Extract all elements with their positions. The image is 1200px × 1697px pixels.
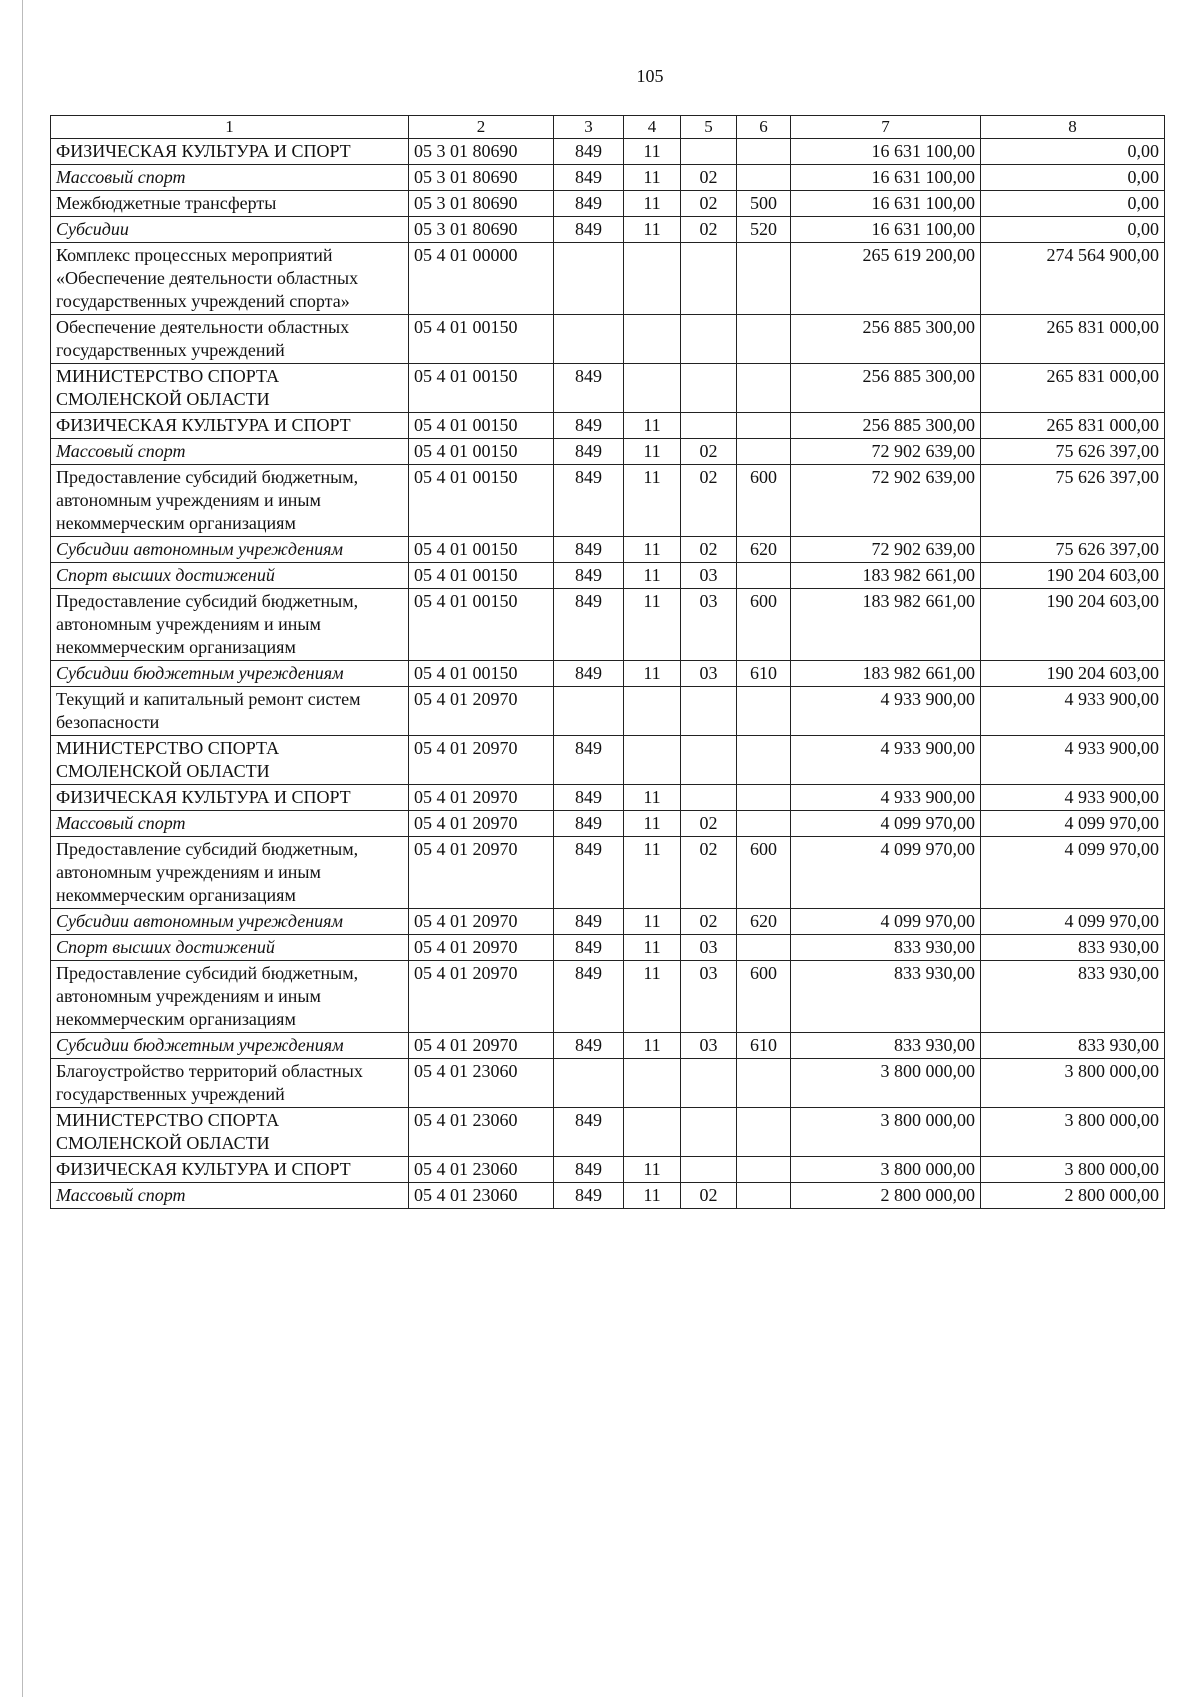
target-article-code: 05 4 01 00150: [409, 661, 554, 687]
subsection-code: 02: [681, 909, 737, 935]
ministry-code: 849: [554, 165, 624, 191]
section-code: 11: [624, 165, 681, 191]
table-row: [51, 1157, 1165, 1183]
line-item-name: Текущий и капитальный ремонт систем безопасности: [51, 687, 409, 736]
table-row: [51, 465, 1165, 537]
amount-year-2: 0,00: [981, 191, 1165, 217]
amount-year-2: 190 204 603,00: [981, 661, 1165, 687]
subsection-code: 02: [681, 465, 737, 537]
column-header: 1: [51, 116, 409, 139]
amount-year-2: 833 930,00: [981, 961, 1165, 1033]
amount-year-2: 3 800 000,00: [981, 1157, 1165, 1183]
amount-year-1: 183 982 661,00: [791, 661, 981, 687]
section-code: 11: [624, 465, 681, 537]
column-header: 3: [554, 116, 624, 139]
line-item-name: Субсидии автономным учреждениям: [51, 909, 409, 935]
page-number: 105: [636, 66, 664, 86]
ministry-code: 849: [554, 785, 624, 811]
section-code: [624, 243, 681, 315]
section-code: [624, 364, 681, 413]
target-article-code: 05 4 01 20970: [409, 935, 554, 961]
section-code: 11: [624, 811, 681, 837]
expense-type-code: [737, 1157, 791, 1183]
target-article-code: 05 4 01 20970: [409, 1033, 554, 1059]
target-article-code: 05 4 01 23060: [409, 1183, 554, 1209]
target-article-code: 05 4 01 00150: [409, 465, 554, 537]
section-code: 11: [624, 785, 681, 811]
table-row: [51, 537, 1165, 563]
amount-year-1: 256 885 300,00: [791, 413, 981, 439]
ministry-code: 849: [554, 413, 624, 439]
line-item-name: Массовый спорт: [51, 811, 409, 837]
amount-year-1: 4 099 970,00: [791, 811, 981, 837]
expense-type-code: [737, 811, 791, 837]
amount-year-1: 4 933 900,00: [791, 785, 981, 811]
target-article-code: 05 4 01 00150: [409, 413, 554, 439]
amount-year-1: 4 099 970,00: [791, 909, 981, 935]
ministry-code: 849: [554, 811, 624, 837]
expense-type-code: 610: [737, 1033, 791, 1059]
expense-type-code: [737, 1108, 791, 1157]
line-item-name: Массовый спорт: [51, 165, 409, 191]
section-code: [624, 315, 681, 364]
table-row: [51, 217, 1165, 243]
section-code: 11: [624, 563, 681, 589]
target-article-code: 05 4 01 20970: [409, 736, 554, 785]
ministry-code: 849: [554, 1157, 624, 1183]
table-row: [51, 165, 1165, 191]
ministry-code: 849: [554, 139, 624, 165]
line-item-name: МИНИСТЕРСТВО СПОРТА СМОЛЕНСКОЙ ОБЛАСТИ: [51, 736, 409, 785]
section-code: 11: [624, 191, 681, 217]
line-item-name: Субсидии бюджетным учреждениям: [51, 661, 409, 687]
amount-year-2: 265 831 000,00: [981, 413, 1165, 439]
section-code: 11: [624, 837, 681, 909]
amount-year-1: 16 631 100,00: [791, 165, 981, 191]
line-item-name: Субсидии бюджетным учреждениям: [51, 1033, 409, 1059]
target-article-code: 05 3 01 80690: [409, 191, 554, 217]
section-code: [624, 1108, 681, 1157]
subsection-code: 03: [681, 589, 737, 661]
line-item-name: ФИЗИЧЕСКАЯ КУЛЬТУРА И СПОРТ: [51, 413, 409, 439]
amount-year-1: 16 631 100,00: [791, 139, 981, 165]
amount-year-2: 3 800 000,00: [981, 1059, 1165, 1108]
amount-year-2: 0,00: [981, 165, 1165, 191]
amount-year-2: 2 800 000,00: [981, 1183, 1165, 1209]
subsection-code: [681, 1157, 737, 1183]
ministry-code: 849: [554, 191, 624, 217]
line-item-name: Массовый спорт: [51, 1183, 409, 1209]
amount-year-2: 833 930,00: [981, 935, 1165, 961]
target-article-code: 05 4 01 00150: [409, 589, 554, 661]
amount-year-2: 265 831 000,00: [981, 364, 1165, 413]
subsection-code: [681, 315, 737, 364]
subsection-code: [681, 243, 737, 315]
table-row: [51, 736, 1165, 785]
section-code: 11: [624, 217, 681, 243]
amount-year-1: 833 930,00: [791, 1033, 981, 1059]
budget-table: [50, 115, 1165, 1209]
line-item-name: ФИЗИЧЕСКАЯ КУЛЬТУРА И СПОРТ: [51, 1157, 409, 1183]
budget-table-body: [51, 139, 1165, 1209]
amount-year-2: 190 204 603,00: [981, 563, 1165, 589]
subsection-code: 02: [681, 837, 737, 909]
column-header: 8: [981, 116, 1165, 139]
expense-type-code: [737, 785, 791, 811]
table-row: [51, 811, 1165, 837]
subsection-code: [681, 785, 737, 811]
amount-year-1: 833 930,00: [791, 961, 981, 1033]
expense-type-code: [737, 736, 791, 785]
subsection-code: [681, 1059, 737, 1108]
ministry-code: 849: [554, 1183, 624, 1209]
section-code: 11: [624, 935, 681, 961]
section-code: 11: [624, 439, 681, 465]
amount-year-1: 833 930,00: [791, 935, 981, 961]
subsection-code: 02: [681, 191, 737, 217]
line-item-name: Предоставление субсидий бюджетным, автономным учреждениям и иным некоммерческим организациям: [51, 837, 409, 909]
target-article-code: 05 4 01 00150: [409, 315, 554, 364]
amount-year-2: 833 930,00: [981, 1033, 1165, 1059]
table-row: [51, 1108, 1165, 1157]
ministry-code: 849: [554, 439, 624, 465]
ministry-code: 849: [554, 1108, 624, 1157]
table-row: [51, 439, 1165, 465]
section-code: [624, 1059, 681, 1108]
amount-year-1: 2 800 000,00: [791, 1183, 981, 1209]
table-row: [51, 413, 1165, 439]
ministry-code: 849: [554, 217, 624, 243]
target-article-code: 05 3 01 80690: [409, 139, 554, 165]
ministry-code: 849: [554, 909, 624, 935]
ministry-code: [554, 243, 624, 315]
subsection-code: 03: [681, 961, 737, 1033]
subsection-code: 03: [681, 1033, 737, 1059]
amount-year-2: 0,00: [981, 139, 1165, 165]
page-edge-rule: [22, 0, 23, 1697]
target-article-code: 05 3 01 80690: [409, 165, 554, 191]
section-code: 11: [624, 589, 681, 661]
expense-type-code: 500: [737, 191, 791, 217]
expense-type-code: [737, 1059, 791, 1108]
table-row: [51, 364, 1165, 413]
column-header: 6: [737, 116, 791, 139]
section-code: 11: [624, 1157, 681, 1183]
table-row: [51, 1033, 1165, 1059]
expense-type-code: 620: [737, 537, 791, 563]
amount-year-2: 4 933 900,00: [981, 785, 1165, 811]
target-article-code: 05 3 01 80690: [409, 217, 554, 243]
subsection-code: [681, 1108, 737, 1157]
column-number-row: [51, 116, 1165, 139]
line-item-name: Спорт высших достижений: [51, 935, 409, 961]
target-article-code: 05 4 01 00150: [409, 439, 554, 465]
table-row: [51, 837, 1165, 909]
section-code: 11: [624, 661, 681, 687]
amount-year-2: 3 800 000,00: [981, 1108, 1165, 1157]
ministry-code: 849: [554, 537, 624, 563]
line-item-name: ФИЗИЧЕСКАЯ КУЛЬТУРА И СПОРТ: [51, 139, 409, 165]
table-row: [51, 243, 1165, 315]
amount-year-2: 4 099 970,00: [981, 811, 1165, 837]
amount-year-2: 75 626 397,00: [981, 439, 1165, 465]
expense-type-code: [737, 165, 791, 191]
subsection-code: 02: [681, 1183, 737, 1209]
table-row: [51, 1183, 1165, 1209]
table-row: [51, 935, 1165, 961]
expense-type-code: [737, 687, 791, 736]
subsection-code: 03: [681, 935, 737, 961]
amount-year-1: 16 631 100,00: [791, 217, 981, 243]
amount-year-2: 75 626 397,00: [981, 465, 1165, 537]
expense-type-code: [737, 364, 791, 413]
expense-type-code: 620: [737, 909, 791, 935]
expense-type-code: [737, 139, 791, 165]
line-item-name: Субсидии: [51, 217, 409, 243]
section-code: 11: [624, 1183, 681, 1209]
amount-year-1: 3 800 000,00: [791, 1108, 981, 1157]
amount-year-1: 72 902 639,00: [791, 465, 981, 537]
expense-type-code: 600: [737, 837, 791, 909]
ministry-code: [554, 687, 624, 736]
subsection-code: [681, 139, 737, 165]
target-article-code: 05 4 01 20970: [409, 837, 554, 909]
section-code: [624, 687, 681, 736]
subsection-code: 03: [681, 563, 737, 589]
amount-year-1: 4 933 900,00: [791, 687, 981, 736]
expense-type-code: [737, 563, 791, 589]
target-article-code: 05 4 01 20970: [409, 687, 554, 736]
amount-year-1: 183 982 661,00: [791, 589, 981, 661]
amount-year-2: 190 204 603,00: [981, 589, 1165, 661]
section-code: 11: [624, 537, 681, 563]
subsection-code: [681, 687, 737, 736]
amount-year-2: 75 626 397,00: [981, 537, 1165, 563]
expense-type-code: [737, 1183, 791, 1209]
line-item-name: Обеспечение деятельности областных государственных учреждений: [51, 315, 409, 364]
column-header: 5: [681, 116, 737, 139]
table-row: [51, 687, 1165, 736]
ministry-code: 849: [554, 364, 624, 413]
ministry-code: [554, 315, 624, 364]
line-item-name: Предоставление субсидий бюджетным, автономным учреждениям и иным некоммерческим организациям: [51, 961, 409, 1033]
subsection-code: 02: [681, 439, 737, 465]
target-article-code: 05 4 01 23060: [409, 1157, 554, 1183]
target-article-code: 05 4 01 00000: [409, 243, 554, 315]
amount-year-2: 4 099 970,00: [981, 909, 1165, 935]
column-header: 2: [409, 116, 554, 139]
ministry-code: 849: [554, 465, 624, 537]
table-row: [51, 785, 1165, 811]
section-code: 11: [624, 139, 681, 165]
expense-type-code: 600: [737, 465, 791, 537]
ministry-code: 849: [554, 935, 624, 961]
subsection-code: [681, 413, 737, 439]
expense-type-code: [737, 935, 791, 961]
table-row: [51, 961, 1165, 1033]
section-code: 11: [624, 1033, 681, 1059]
subsection-code: 03: [681, 661, 737, 687]
ministry-code: 849: [554, 961, 624, 1033]
amount-year-2: 265 831 000,00: [981, 315, 1165, 364]
amount-year-1: 3 800 000,00: [791, 1059, 981, 1108]
ministry-code: 849: [554, 661, 624, 687]
target-article-code: 05 4 01 20970: [409, 785, 554, 811]
amount-year-1: 183 982 661,00: [791, 563, 981, 589]
line-item-name: Комплекс процессных мероприятий «Обеспечение деятельности областных государственных учреждений спорта»: [51, 243, 409, 315]
amount-year-1: 4 099 970,00: [791, 837, 981, 909]
amount-year-2: 4 933 900,00: [981, 736, 1165, 785]
amount-year-1: 16 631 100,00: [791, 191, 981, 217]
line-item-name: Межбюджетные трансферты: [51, 191, 409, 217]
target-article-code: 05 4 01 20970: [409, 811, 554, 837]
amount-year-2: 4 933 900,00: [981, 687, 1165, 736]
ministry-code: 849: [554, 563, 624, 589]
target-article-code: 05 4 01 23060: [409, 1108, 554, 1157]
line-item-name: Предоставление субсидий бюджетным, автономным учреждениям и иным некоммерческим организациям: [51, 465, 409, 537]
line-item-name: Благоустройство территорий областных государственных учреждений: [51, 1059, 409, 1108]
ministry-code: 849: [554, 837, 624, 909]
amount-year-1: 256 885 300,00: [791, 364, 981, 413]
subsection-code: 02: [681, 537, 737, 563]
amount-year-1: 72 902 639,00: [791, 439, 981, 465]
expense-type-code: 610: [737, 661, 791, 687]
table-row: [51, 563, 1165, 589]
ministry-code: [554, 1059, 624, 1108]
amount-year-1: 265 619 200,00: [791, 243, 981, 315]
table-row: [51, 1059, 1165, 1108]
target-article-code: 05 4 01 00150: [409, 537, 554, 563]
expense-type-code: [737, 439, 791, 465]
section-code: 11: [624, 413, 681, 439]
target-article-code: 05 4 01 20970: [409, 909, 554, 935]
line-item-name: Субсидии автономным учреждениям: [51, 537, 409, 563]
section-code: [624, 736, 681, 785]
ministry-code: 849: [554, 736, 624, 785]
table-row: [51, 139, 1165, 165]
line-item-name: Предоставление субсидий бюджетным, автономным учреждениям и иным некоммерческим организациям: [51, 589, 409, 661]
table-row: [51, 315, 1165, 364]
subsection-code: 02: [681, 217, 737, 243]
column-header: 4: [624, 116, 681, 139]
amount-year-1: 3 800 000,00: [791, 1157, 981, 1183]
line-item-name: Спорт высших достижений: [51, 563, 409, 589]
line-item-name: ФИЗИЧЕСКАЯ КУЛЬТУРА И СПОРТ: [51, 785, 409, 811]
amount-year-1: 256 885 300,00: [791, 315, 981, 364]
expense-type-code: 600: [737, 961, 791, 1033]
table-row: [51, 661, 1165, 687]
table-row: [51, 909, 1165, 935]
target-article-code: 05 4 01 23060: [409, 1059, 554, 1108]
line-item-name: МИНИСТЕРСТВО СПОРТА СМОЛЕНСКОЙ ОБЛАСТИ: [51, 1108, 409, 1157]
amount-year-1: 72 902 639,00: [791, 537, 981, 563]
amount-year-2: 274 564 900,00: [981, 243, 1165, 315]
amount-year-2: 4 099 970,00: [981, 837, 1165, 909]
subsection-code: 02: [681, 811, 737, 837]
target-article-code: 05 4 01 00150: [409, 364, 554, 413]
target-article-code: 05 4 01 20970: [409, 961, 554, 1033]
amount-year-1: 4 933 900,00: [791, 736, 981, 785]
ministry-code: 849: [554, 1033, 624, 1059]
column-header: 7: [791, 116, 981, 139]
target-article-code: 05 4 01 00150: [409, 563, 554, 589]
expense-type-code: [737, 315, 791, 364]
subsection-code: [681, 364, 737, 413]
expense-type-code: 600: [737, 589, 791, 661]
expense-type-code: 520: [737, 217, 791, 243]
subsection-code: 02: [681, 165, 737, 191]
expense-type-code: [737, 413, 791, 439]
amount-year-2: 0,00: [981, 217, 1165, 243]
section-code: 11: [624, 961, 681, 1033]
line-item-name: Массовый спорт: [51, 439, 409, 465]
table-row: [51, 191, 1165, 217]
section-code: 11: [624, 909, 681, 935]
table-row: [51, 589, 1165, 661]
subsection-code: [681, 736, 737, 785]
expense-type-code: [737, 243, 791, 315]
ministry-code: 849: [554, 589, 624, 661]
line-item-name: МИНИСТЕРСТВО СПОРТА СМОЛЕНСКОЙ ОБЛАСТИ: [51, 364, 409, 413]
